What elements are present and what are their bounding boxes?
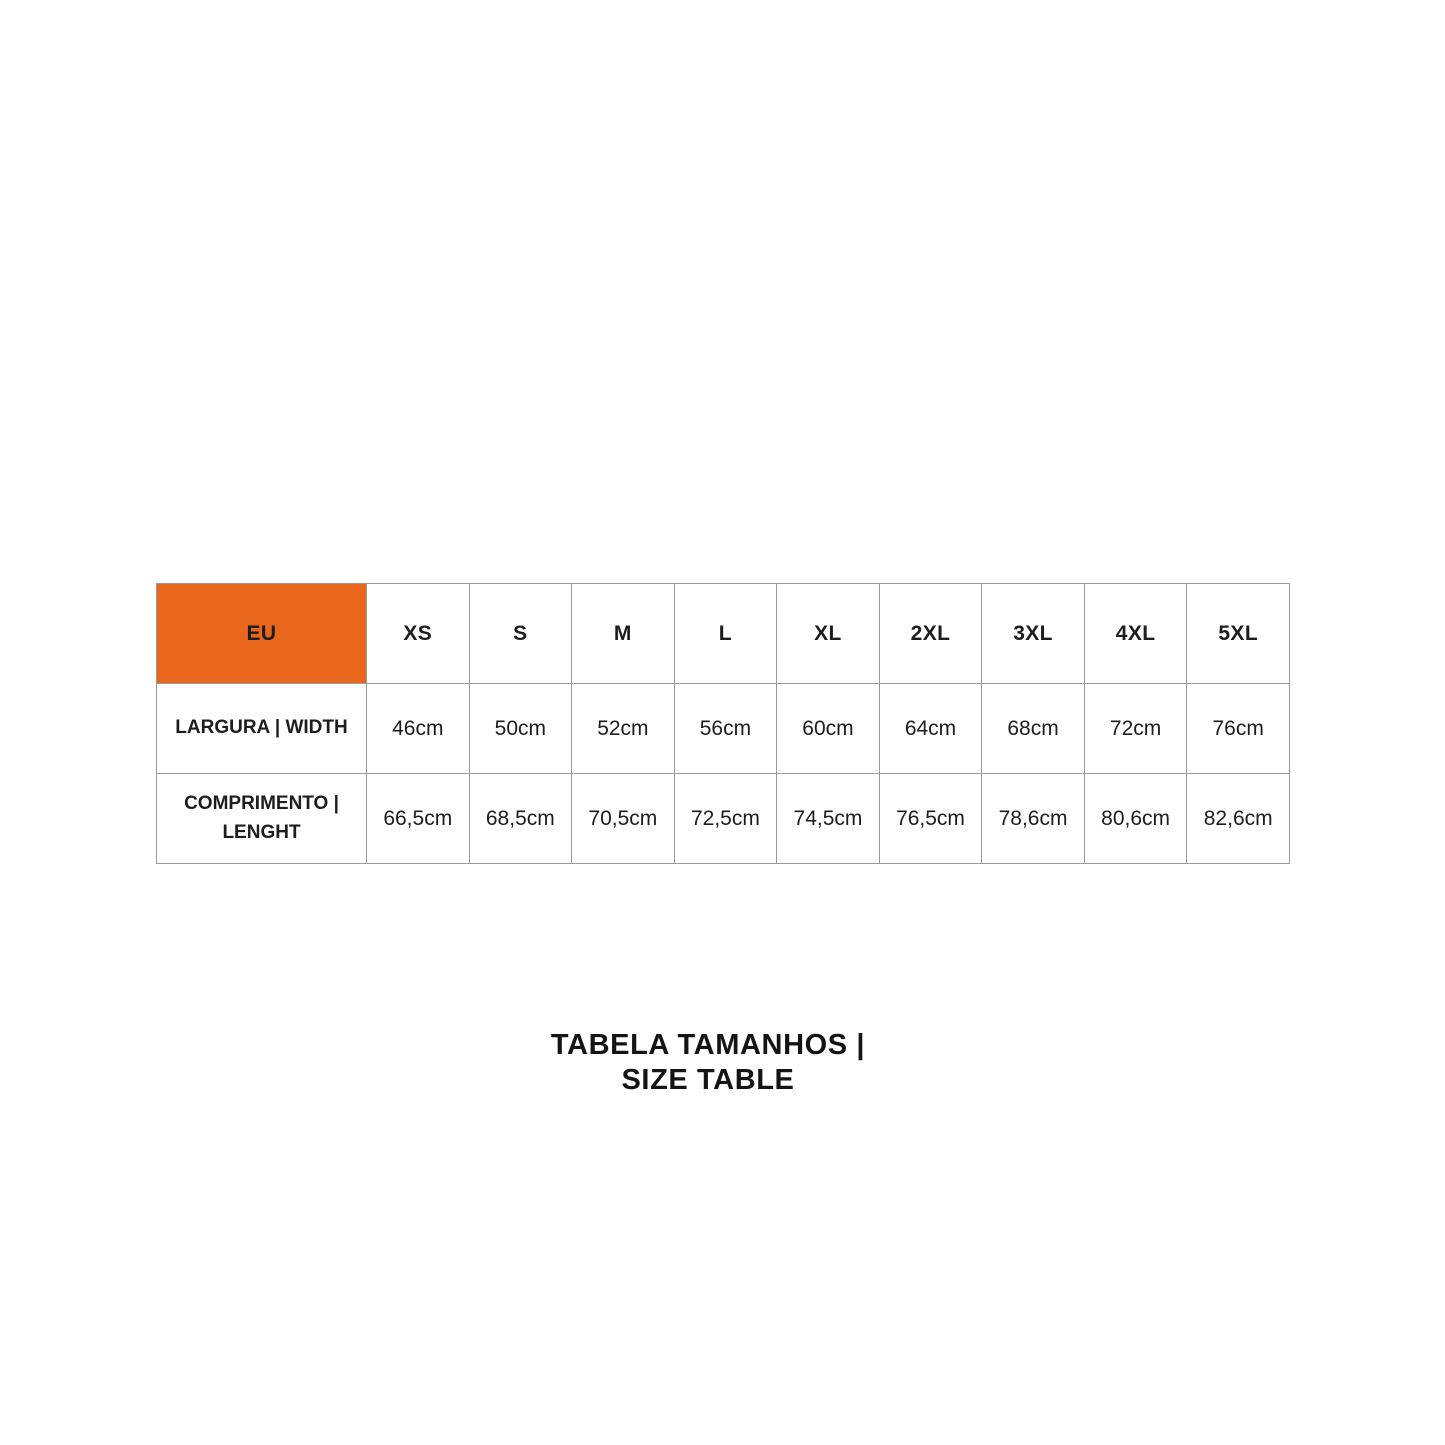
size-header-m: M — [572, 584, 675, 684]
width-value-l: 56cm — [674, 684, 777, 774]
width-value-5xl: 76cm — [1187, 684, 1290, 774]
width-value-3xl: 68cm — [982, 684, 1085, 774]
length-value-3xl: 78,6cm — [982, 774, 1085, 864]
width-value-4xl: 72cm — [1084, 684, 1187, 774]
corner-cell-eu: EU — [157, 584, 367, 684]
size-header-s: S — [469, 584, 572, 684]
size-header-5xl: 5XL — [1187, 584, 1290, 684]
width-value-2xl: 64cm — [879, 684, 982, 774]
width-value-m: 52cm — [572, 684, 675, 774]
page-title — [155, 1028, 1261, 1098]
width-value-s: 50cm — [469, 684, 572, 774]
width-value-xs: 46cm — [367, 684, 470, 774]
size-header-2xl: 2XL — [879, 584, 982, 684]
size-header-xs: XS — [367, 584, 470, 684]
size-table — [156, 583, 1290, 864]
table-row-width — [157, 684, 1290, 774]
size-header-l: L — [674, 584, 777, 684]
size-header-3xl: 3XL — [982, 584, 1085, 684]
length-value-s: 68,5cm — [469, 774, 572, 864]
size-header-4xl: 4XL — [1084, 584, 1187, 684]
length-value-xl: 74,5cm — [777, 774, 880, 864]
table-row-length — [157, 774, 1290, 864]
length-value-l: 72,5cm — [674, 774, 777, 864]
length-value-2xl: 76,5cm — [879, 774, 982, 864]
width-value-xl: 60cm — [777, 684, 880, 774]
length-value-xs: 66,5cm — [367, 774, 470, 864]
page-title-line1: TABELA TAMANHOS | — [550, 1029, 866, 1061]
row-label-width: LARGURA | WIDTH — [157, 684, 367, 774]
page-title-line2: SIZE TABLE — [621, 1064, 795, 1096]
length-value-4xl: 80,6cm — [1084, 774, 1187, 864]
length-value-5xl: 82,6cm — [1187, 774, 1290, 864]
row-label-length: COMPRIMENTO | LENGHT — [157, 774, 367, 864]
size-table-header-row — [157, 584, 1290, 684]
length-value-m: 70,5cm — [572, 774, 675, 864]
size-header-xl: XL — [777, 584, 880, 684]
